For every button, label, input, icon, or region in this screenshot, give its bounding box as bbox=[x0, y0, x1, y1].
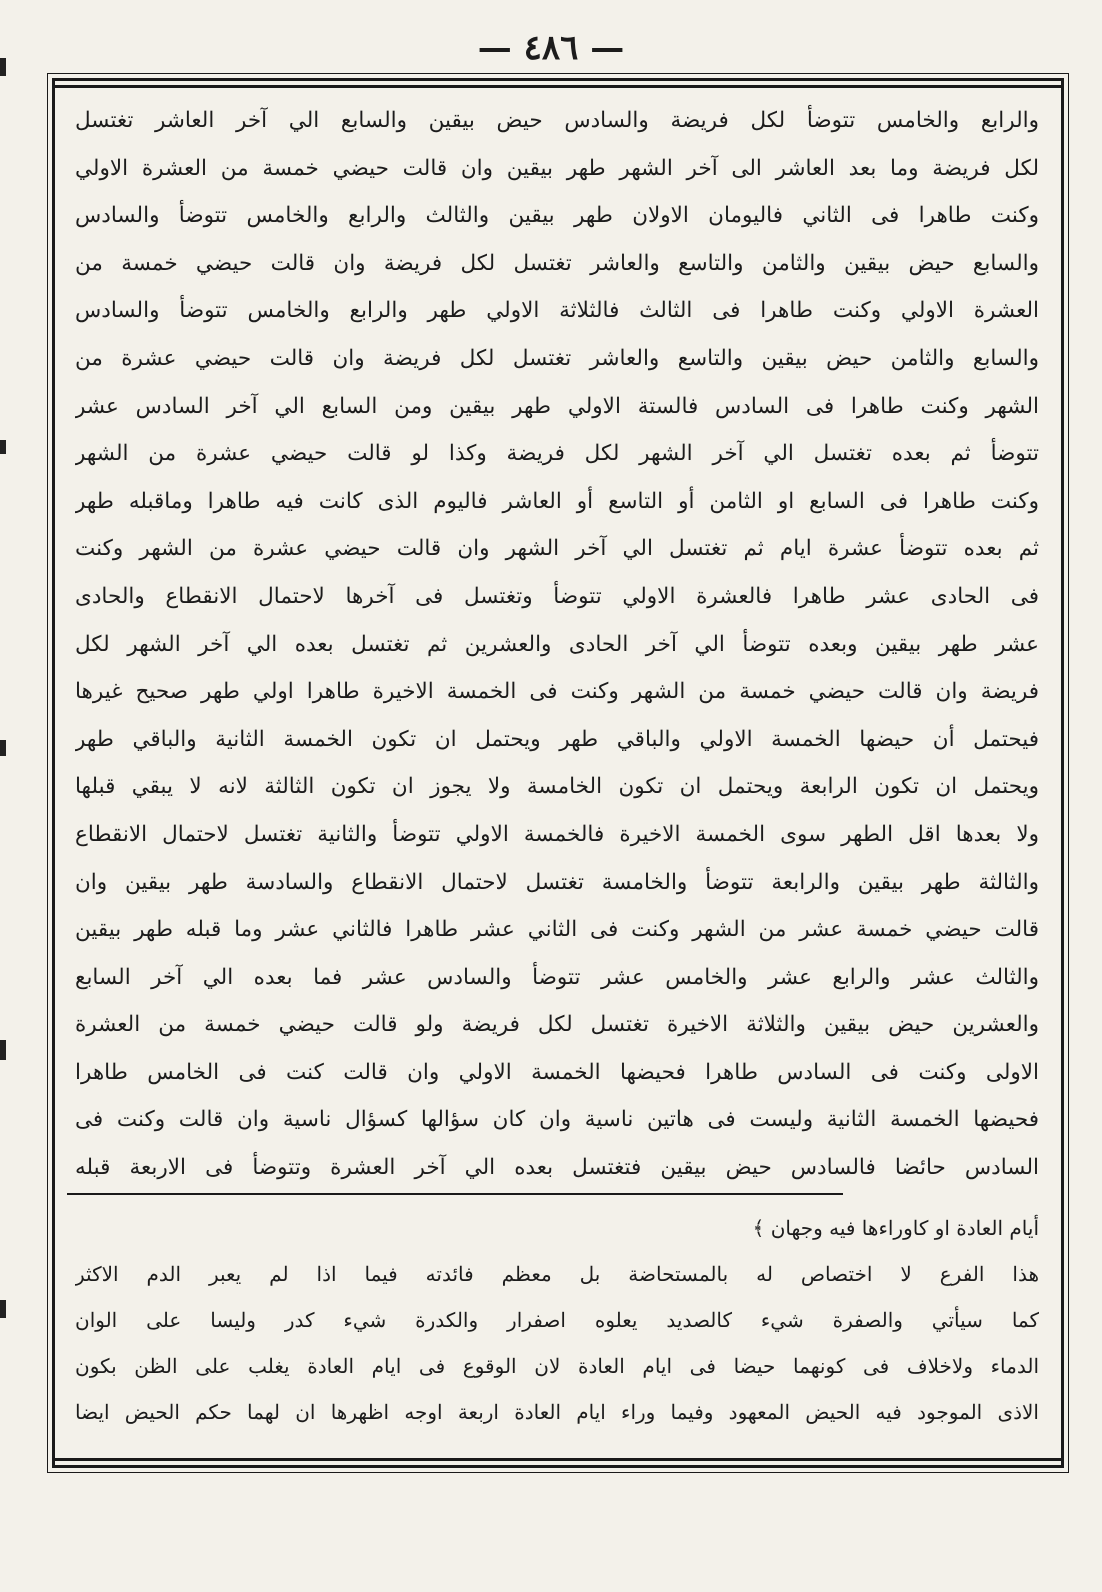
text-line: فيحتمل أن حيضها الخمسة الاولي والباقي طهر ويحتمل ان تكون الخمسة الثانية والباقي طهر bbox=[75, 726, 1039, 752]
text-line: وكنت طاهرا فى الثاني فاليومان الاولان طهر بيقين والثالث والرابع والخامس تتوضأ والسادس bbox=[75, 203, 1039, 229]
text-line: فحيضها الخمسة الثانية وليست فى هاتين ناسية وان كان سؤالها كسؤال ناسية وان قالت وكنت فى bbox=[75, 1107, 1039, 1133]
footnote-line: الدماء ولاخلاف فى كونهما حيضا فى ايام العادة لان الوقوع فى ايام العادة يغلب على الظن بكون bbox=[75, 1354, 1039, 1378]
main-text bbox=[75, 97, 1039, 1192]
text-line: الاولى وكنت فى السادس طاهرا فحيضها الخمسة الاولي وان قالت كنت فى الخامس طاهرا bbox=[75, 1059, 1039, 1085]
text-line: والرابع والخامس تتوضأ لكل فريضة والسادس حيض بيقين والسابع الي آخر العاشر تغتسل bbox=[75, 108, 1039, 133]
page-number: — ٤٨٦ — bbox=[477, 28, 625, 68]
left-edge-mark bbox=[0, 58, 6, 76]
frame-bottom-rule bbox=[55, 1458, 1061, 1461]
text-line: قالت حيضي خمسة عشر من الشهر وكنت فى الثاني عشر طاهرا فالثاني عشر وما قبله طهر بيقين bbox=[75, 917, 1039, 943]
footnote-line: الاذى الموجود فيه الحيض المعهود وفيما وراء ايام العادة اربعة اوجه اظهرها ان لهما حكم الحيض ايضا bbox=[75, 1400, 1039, 1424]
text-line: ثم بعده تتوضأ عشرة ايام ثم تغتسل الي آخر الشهر وان قالت حيضي عشرة من الشهر وكنت bbox=[75, 536, 1039, 562]
text-line: عشر طهر بيقين وبعده تتوضأ الي آخر الحادى والعشرين ثم تغتسل بعده الي آخر الشهر لكل bbox=[75, 631, 1039, 657]
text-frame bbox=[52, 78, 1064, 1468]
left-edge-mark bbox=[0, 1300, 6, 1318]
footnote-text bbox=[75, 1205, 1039, 1435]
left-edge-mark bbox=[0, 440, 6, 454]
footnote-line: هذا الفرع لا اختصاص له بالمستحاضة بل معظم فائدته فيما اذا لم يعبر الدم الاكثر bbox=[75, 1262, 1039, 1286]
text-line: فى الحادى عشر طاهرا فالعشرة الاولي تتوضأ وتغتسل فى آخرها لاحتمال الانقطاع والحادى bbox=[75, 583, 1039, 609]
left-edge-mark bbox=[0, 1040, 6, 1060]
text-line: والثالث عشر والرابع عشر والخامس عشر تتوضأ والسادس عشر فما بعده الي آخر السابع bbox=[75, 964, 1039, 990]
footnote-line: أيام العادة او كاوراءها فيه وجهان ﴾ bbox=[752, 1216, 1039, 1240]
text-line: لكل فريضة وما بعد العاشر الى آخر الشهر طهر بيقين وان قالت حيضي خمسة من العشرة الاولي bbox=[75, 155, 1039, 181]
text-line: تتوضأ ثم بعده تغتسل الي آخر الشهر لكل فريضة وكذا لو قالت حيضي عشرة من الشهر bbox=[75, 441, 1039, 467]
left-edge-mark bbox=[0, 740, 6, 756]
frame-top-rule bbox=[55, 85, 1061, 88]
text-line: العشرة الاولي وكنت طاهرا فى الثالث فالثلاثة الاولي طهر والرابع والخامس تتوضأ والسادس bbox=[75, 298, 1039, 324]
text-line: والعشرين حيض بيقين والثلاثة الاخيرة تغتسل لكل فريضة ولو قالت حيضي خمسة من العشرة bbox=[75, 1012, 1039, 1038]
text-line: والسابع والثامن حيض بيقين والتاسع والعاشر تغتسل لكل فريضة وان قالت حيضي عشرة من bbox=[75, 345, 1039, 371]
text-line: السادس حائضا فالسادس حيض بيقين فتغتسل بعده الي آخر العشرة وتتوضأ فى الاربعة قبله bbox=[75, 1155, 1039, 1181]
text-line: وكنت طاهرا فى السابع او الثامن أو التاسع أو العاشر فاليوم الذى كانت فيه طاهرا وماقبله طهر bbox=[75, 488, 1039, 514]
text-line: الشهر وكنت طاهرا فى السادس فالستة الاولي طهر بيقين ومن السابع الي آخر السادس عشر bbox=[75, 393, 1039, 419]
text-line: فريضة وان قالت حيضي خمسة من الشهر وكنت فى الخمسة الاخيرة طاهرا اولي طهر صحيح غيرها bbox=[75, 679, 1039, 705]
text-line: والثالثة طهر بيقين والرابعة تتوضأ والخامسة تغتسل لاحتمال الانقطاع والسادسة طهر بيقين وان bbox=[75, 869, 1039, 895]
footnote-divider bbox=[67, 1193, 843, 1195]
footnote-line: كما سيأتي والصفرة شيء كالصديد يعلوه اصفرار والكدرة شيء كدر وليسا على الوان bbox=[75, 1308, 1039, 1332]
text-line: ولا بعدها اقل الطهر سوى الخمسة الاخيرة فالخمسة الاولي تتوضأ والثانية تغتسل لاحتمال الانقطاع bbox=[75, 821, 1039, 847]
text-line: ويحتمل ان تكون الرابعة ويحتمل ان تكون الخامسة ولا يجوز ان تكون الثالثة لانه لا يبقي قبلها bbox=[75, 774, 1039, 800]
text-line: والسابع حيض بيقين والثامن والتاسع والعاشر تغتسل لكل فريضة وان قالت حيضي خمسة من bbox=[75, 250, 1039, 276]
